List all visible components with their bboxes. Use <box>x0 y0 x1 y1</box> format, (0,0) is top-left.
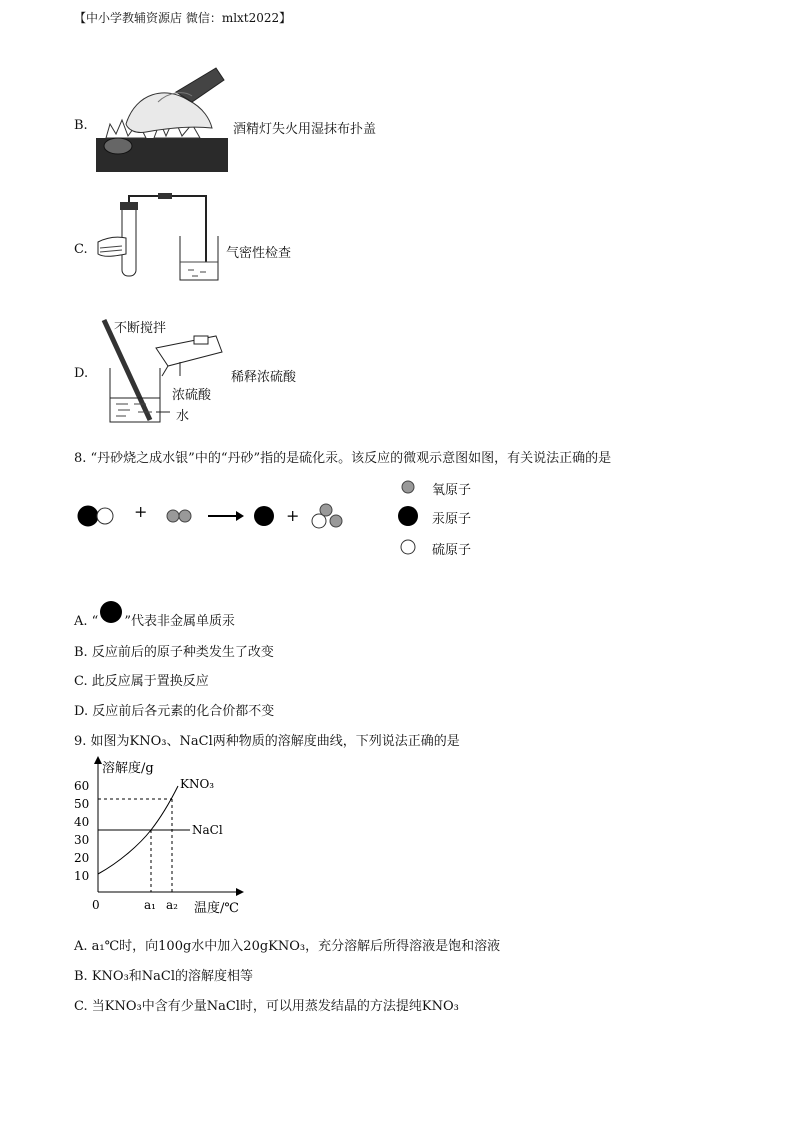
airtightness-figure <box>96 192 224 284</box>
x-tick-a2: a₂ <box>166 898 178 912</box>
x-axis-arrow <box>236 888 244 896</box>
q8-option-a-suffix: ”代表非金属单质汞 <box>124 614 235 629</box>
q8-option-a <box>74 601 235 629</box>
q9-option-b: B. KNO₃和NaCl的溶解度相等 <box>74 969 254 984</box>
x-tick-a1: a₁ <box>144 898 156 912</box>
kno3-series-label: KNO₃ <box>180 777 215 791</box>
solubility-chart <box>70 752 270 922</box>
sulfur-legend-icon <box>401 540 415 554</box>
oxygen-atom <box>179 510 191 522</box>
mercury-legend-icon <box>398 506 418 526</box>
plus-sign-2: + <box>286 506 300 525</box>
plus-sign-1: + <box>134 502 148 521</box>
q8-stem: 8. “丹砂烧之成水银”中的“丹砂”指的是硫化汞。该反应的微观示意图如图，有关说法正确的是 <box>74 451 612 466</box>
y-tick-20: 20 <box>74 851 90 865</box>
x-tick-0: 0 <box>92 898 100 912</box>
q8-option-d: D. 反应前后各元素的化合价都不变 <box>74 704 275 719</box>
q8-option-a-prefix: A. “ <box>74 614 99 629</box>
y-tick-30: 30 <box>74 833 90 847</box>
option-c-letter: C. <box>74 242 88 257</box>
page-header: 【中小学教辅资源店 微信：mlxt2022】 <box>74 11 292 25</box>
oxygen-legend-icon <box>402 481 414 493</box>
option-d-letter: D. <box>74 366 89 381</box>
y-axis-arrow <box>94 756 102 764</box>
sulfur-atom <box>97 508 113 524</box>
legend-oxygen: 氧原子 <box>432 483 472 498</box>
option-c-caption: 气密性检查 <box>226 246 292 261</box>
water-label: 水 <box>176 409 190 424</box>
q8-option-c: C. 此反应属于置换反应 <box>74 674 209 689</box>
y-tick-60: 60 <box>74 779 90 793</box>
mercury-inline-icon <box>100 601 122 623</box>
reaction-diagram <box>72 495 352 537</box>
alcohol-lamp-figure <box>96 62 228 172</box>
q9-stem: 9. 如图为KNO₃、NaCl两种物质的溶解度曲线，下列说法正确的是 <box>74 734 460 749</box>
x-axis-label: 温度/℃ <box>194 901 239 916</box>
acid-label: 浓硫酸 <box>172 388 212 403</box>
oxygen-atom <box>320 504 332 516</box>
legend-mercury: 汞原子 <box>432 512 472 527</box>
mercury-atom <box>254 506 274 526</box>
y-tick-50: 50 <box>74 797 90 811</box>
option-b-caption: 酒精灯失火用湿抹布扑盖 <box>233 122 377 137</box>
arrow-head <box>236 511 244 521</box>
oxygen-atom <box>167 510 179 522</box>
legend-sulfur: 硫原子 <box>432 543 472 558</box>
nacl-series-label: NaCl <box>192 823 223 837</box>
q9-option-c: C. 当KNO₃中含有少量NaCl时，可以用蒸发结晶的方法提纯KNO₃ <box>74 999 459 1014</box>
y-tick-10: 10 <box>74 869 90 883</box>
q9-option-a: A. a₁℃时，向100g水中加入20gKNO₃，充分溶解后所得溶液是饱和溶液 <box>74 939 501 954</box>
q8-option-b: B. 反应前后的原子种类发生了改变 <box>74 645 274 660</box>
y-axis-label: 溶解度/g <box>102 761 154 776</box>
option-d-caption: 稀释浓硫酸 <box>231 370 297 385</box>
oxygen-atom <box>330 515 342 527</box>
stir-label: 不断搅拌 <box>114 321 167 336</box>
mercury-atom <box>78 506 98 526</box>
option-b-letter: B. <box>74 118 88 133</box>
y-tick-40: 40 <box>74 815 90 829</box>
atom-legend-icons <box>398 478 422 558</box>
